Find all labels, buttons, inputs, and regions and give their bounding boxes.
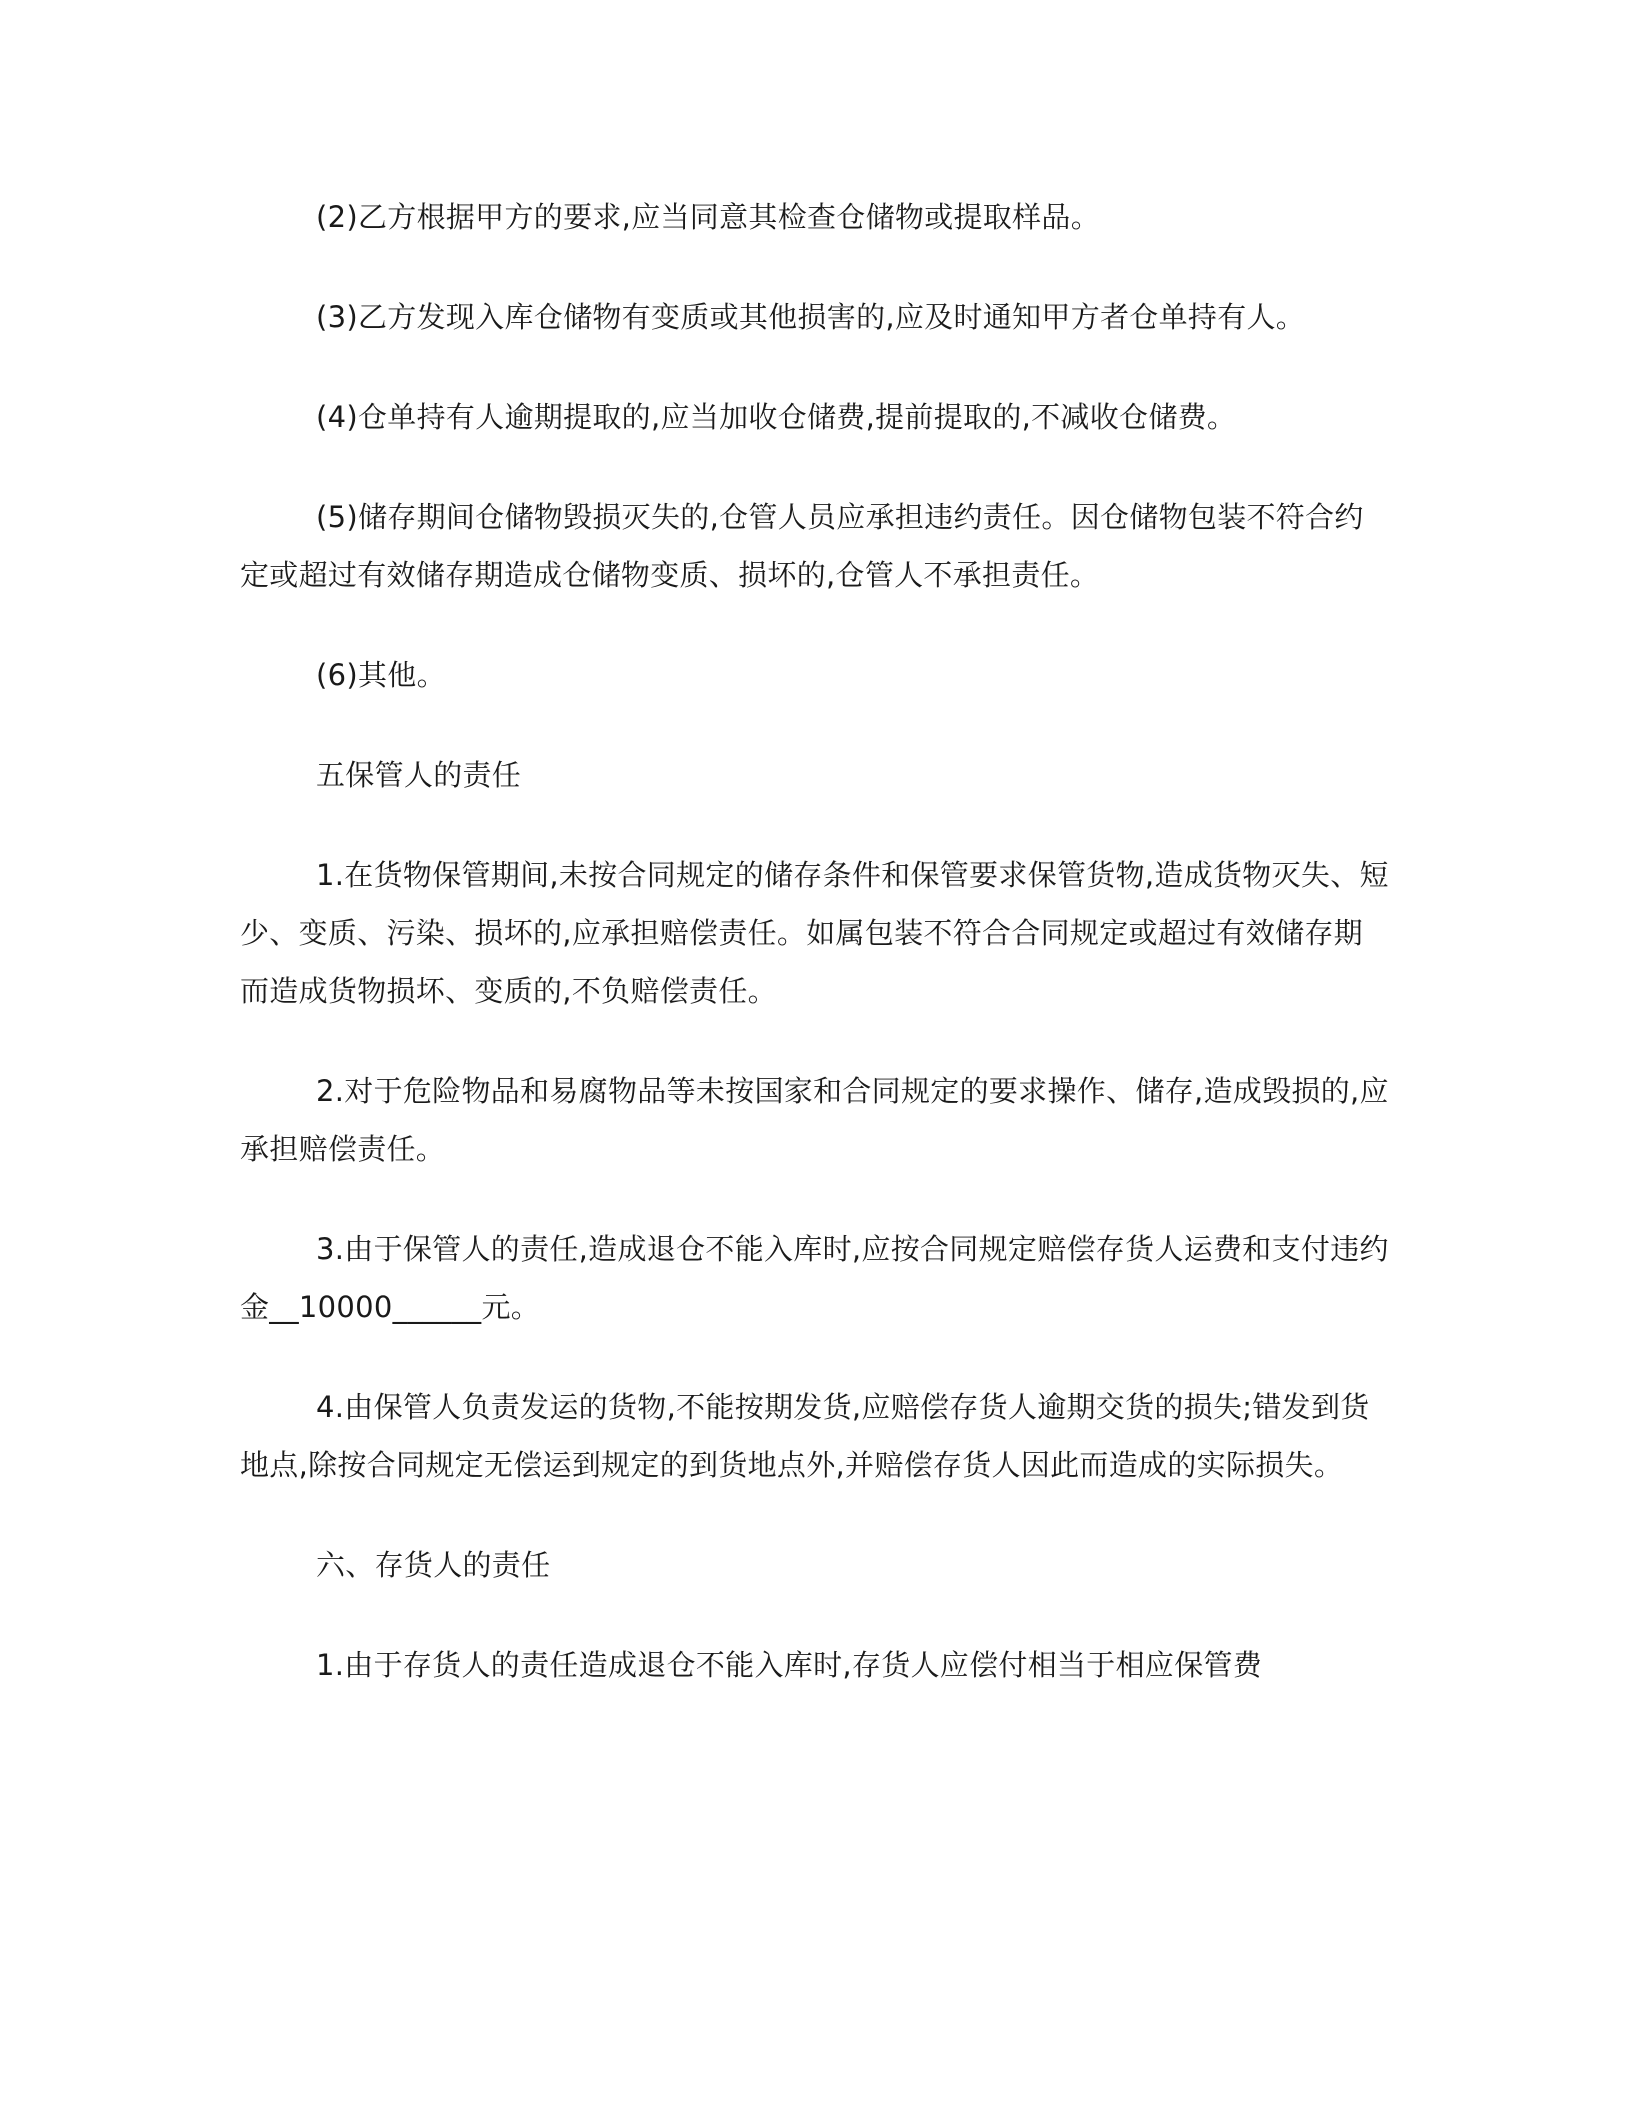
paragraph-depositor-1: 1.由于存货人的责任造成退仓不能入库时,存货人应偿付相当于相应保管费: [316, 1648, 1263, 1682]
section-heading-depositor: 六、存货人的责任: [316, 1548, 551, 1582]
paragraph-other: (6)其他。: [316, 658, 446, 692]
paragraph-custodian-4: 4.由保管人负责发运的货物,不能按期发货,应赔偿存货人逾期交货的损失;错发到货地点,除按合同规定无偿运到规定的到货地点外,并赔偿存货人因此而造成的实际损失。: [240, 1390, 1370, 1482]
paragraph-inspection: (2)乙方根据甲方的要求,应当同意其检查仓储物或提取样品。: [316, 200, 1100, 234]
section-heading-custodian: 五保管人的责任: [316, 758, 522, 792]
paragraph-custodian-2: 2.对于危险物品和易腐物品等未按国家和合同规定的要求操作、储存,造成毁损的,应承担赔偿责任。: [240, 1074, 1389, 1166]
paragraph-custodian-3: 3.由于保管人的责任,造成退仓不能入库时,应按合同规定赔偿存货人运费和支付违约金__10000______元。: [240, 1232, 1389, 1324]
paragraph-overdue-pickup: (4)仓单持有人逾期提取的,应当加收仓储费,提前提取的,不减收仓储费。: [316, 400, 1237, 434]
paragraph-deterioration-notice: (3)乙方发现入库仓储物有变质或其他损害的,应及时通知甲方者仓单持有人。: [316, 300, 1306, 334]
paragraph-custodian-1: 1.在货物保管期间,未按合同规定的储存条件和保管要求保管货物,造成货物灭失、短少、变质、污染、损坏的,应承担赔偿责任。如属包装不符合合同规定或超过有效储存期而造成货物损坏、变质的,不负赔偿责任。: [240, 858, 1389, 1008]
document-body: [240, 188, 1390, 1736]
paragraph-loss-liability: (5)储存期间仓储物毁损灭失的,仓管人员应承担违约责任。因仓储物包装不符合约定或超过有效储存期造成仓储物变质、损坏的,仓管人不承担责任。: [240, 500, 1364, 592]
